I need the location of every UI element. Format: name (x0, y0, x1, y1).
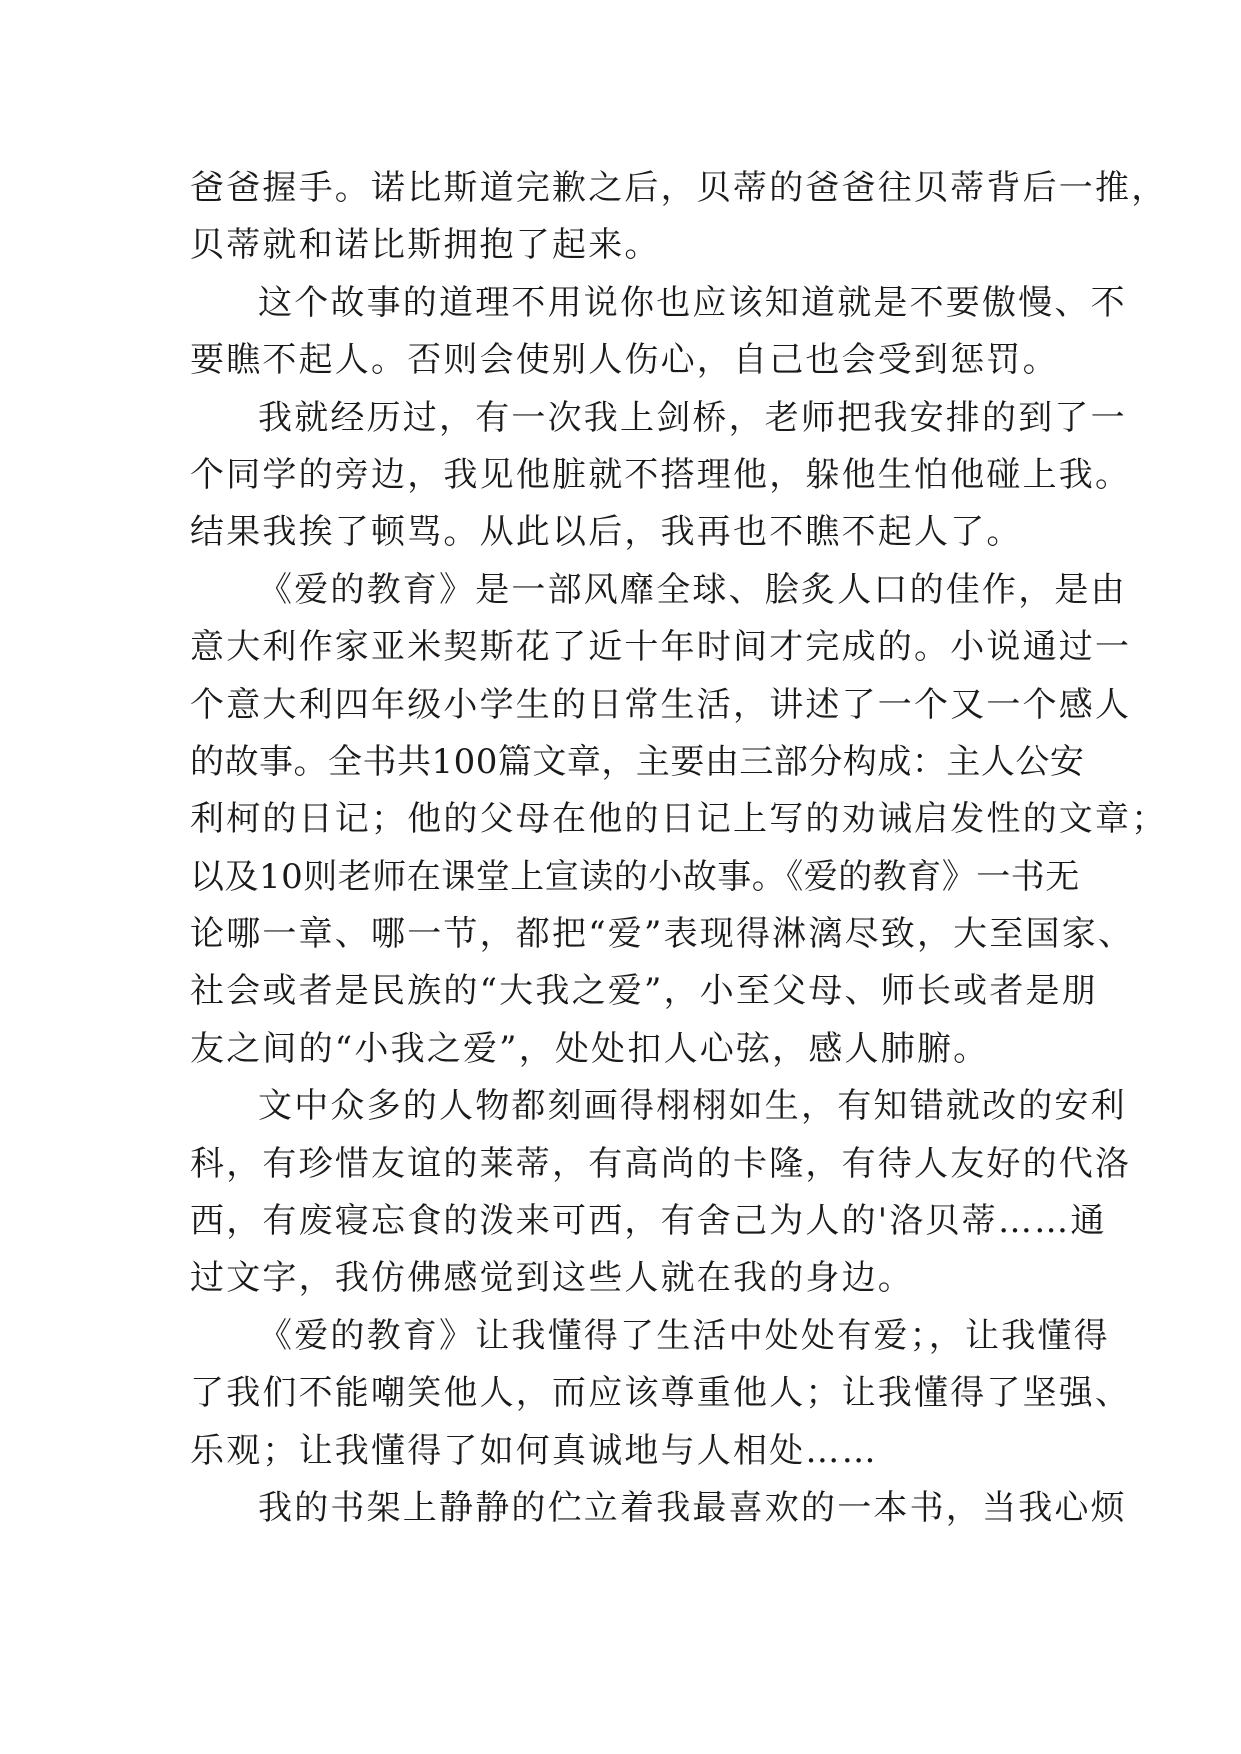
text-line: 要瞧不起人。否则会使别人伤心，自己也会受到惩罚。 (190, 340, 1059, 381)
text-line: 了我们不能嘲笑他人，而应该尊重他人；让我懂得了坚强、 (190, 1373, 1132, 1414)
text-line: 个意大利四年级小学生的日常生活，讲述了一个又一个感人 (190, 684, 1132, 725)
text-line: 《爱的教育》让我懂得了生活中处处有爱；，让我懂得 (258, 1315, 1110, 1356)
text-line: 我的书架上静静的伫立着我最喜欢的一本书，当我心烦 (258, 1487, 1127, 1528)
text-line: 科，有珍惜友谊的莱蒂，有高尚的卡隆，有待人友好的代洛 (190, 1143, 1132, 1184)
body-text (190, 160, 1168, 1537)
text-line: 友之间的“小我之爱”，处处扣人心弦，感人肺腑。 (190, 1028, 990, 1069)
text-line: 贝蒂就和诺比斯拥抱了起来。 (190, 225, 661, 266)
text-line: 个同学的旁边，我见他脏就不搭理他，躲他生怕他碰上我。 (190, 454, 1132, 495)
text-line: 的故事。全书共100篇文章，主要由三部分构成：主人公安 (190, 741, 1085, 782)
text-line: 乐观；让我懂得了如何真诚地与人相处…… (190, 1430, 878, 1471)
text-line: 结果我挨了顿骂。从此以后，我再也不瞧不起人了。 (190, 512, 1023, 553)
text-line: 意大利作家亚米契斯花了近十年时间才完成的。小说通过一 (190, 627, 1132, 668)
text-line: 我就经历过，有一次我上剑桥，老师把我安排的到了一 (258, 397, 1127, 438)
text-line: 社会或者是民族的“大我之爱”，小至父母、师长或者是朋 (190, 971, 1098, 1012)
text-line: 这个故事的道理不用说你也应该知道就是不要傲慢、不 (258, 282, 1127, 323)
text-line: 以及10则老师在课堂上宣读的小故事。《爱的教育》一书无 (190, 856, 1080, 897)
text-line: 《爱的教育》是一部风靡全球、脍炙人口的佳作，是由 (258, 569, 1127, 610)
text-line: 过文字，我仿佛感觉到这些人就在我的身边。 (190, 1258, 914, 1299)
text-line: 利柯的日记；他的父母在他的日记上写的劝诫启发性的文章； (190, 799, 1168, 840)
text-line: 论哪一章、哪一节，都把“爱”表现得淋漓尽致，大至国家、 (190, 914, 1135, 955)
text-line: 文中众多的人物都刻画得栩栩如生，有知错就改的安利 (258, 1086, 1127, 1127)
text-line: 西，有废寝忘食的泼来可西，有舍己为人的'洛贝蒂……通 (190, 1201, 1107, 1242)
text-line: 爸爸握手。诺比斯道完歉之后，贝蒂的爸爸往贝蒂背后一推， (190, 168, 1168, 208)
